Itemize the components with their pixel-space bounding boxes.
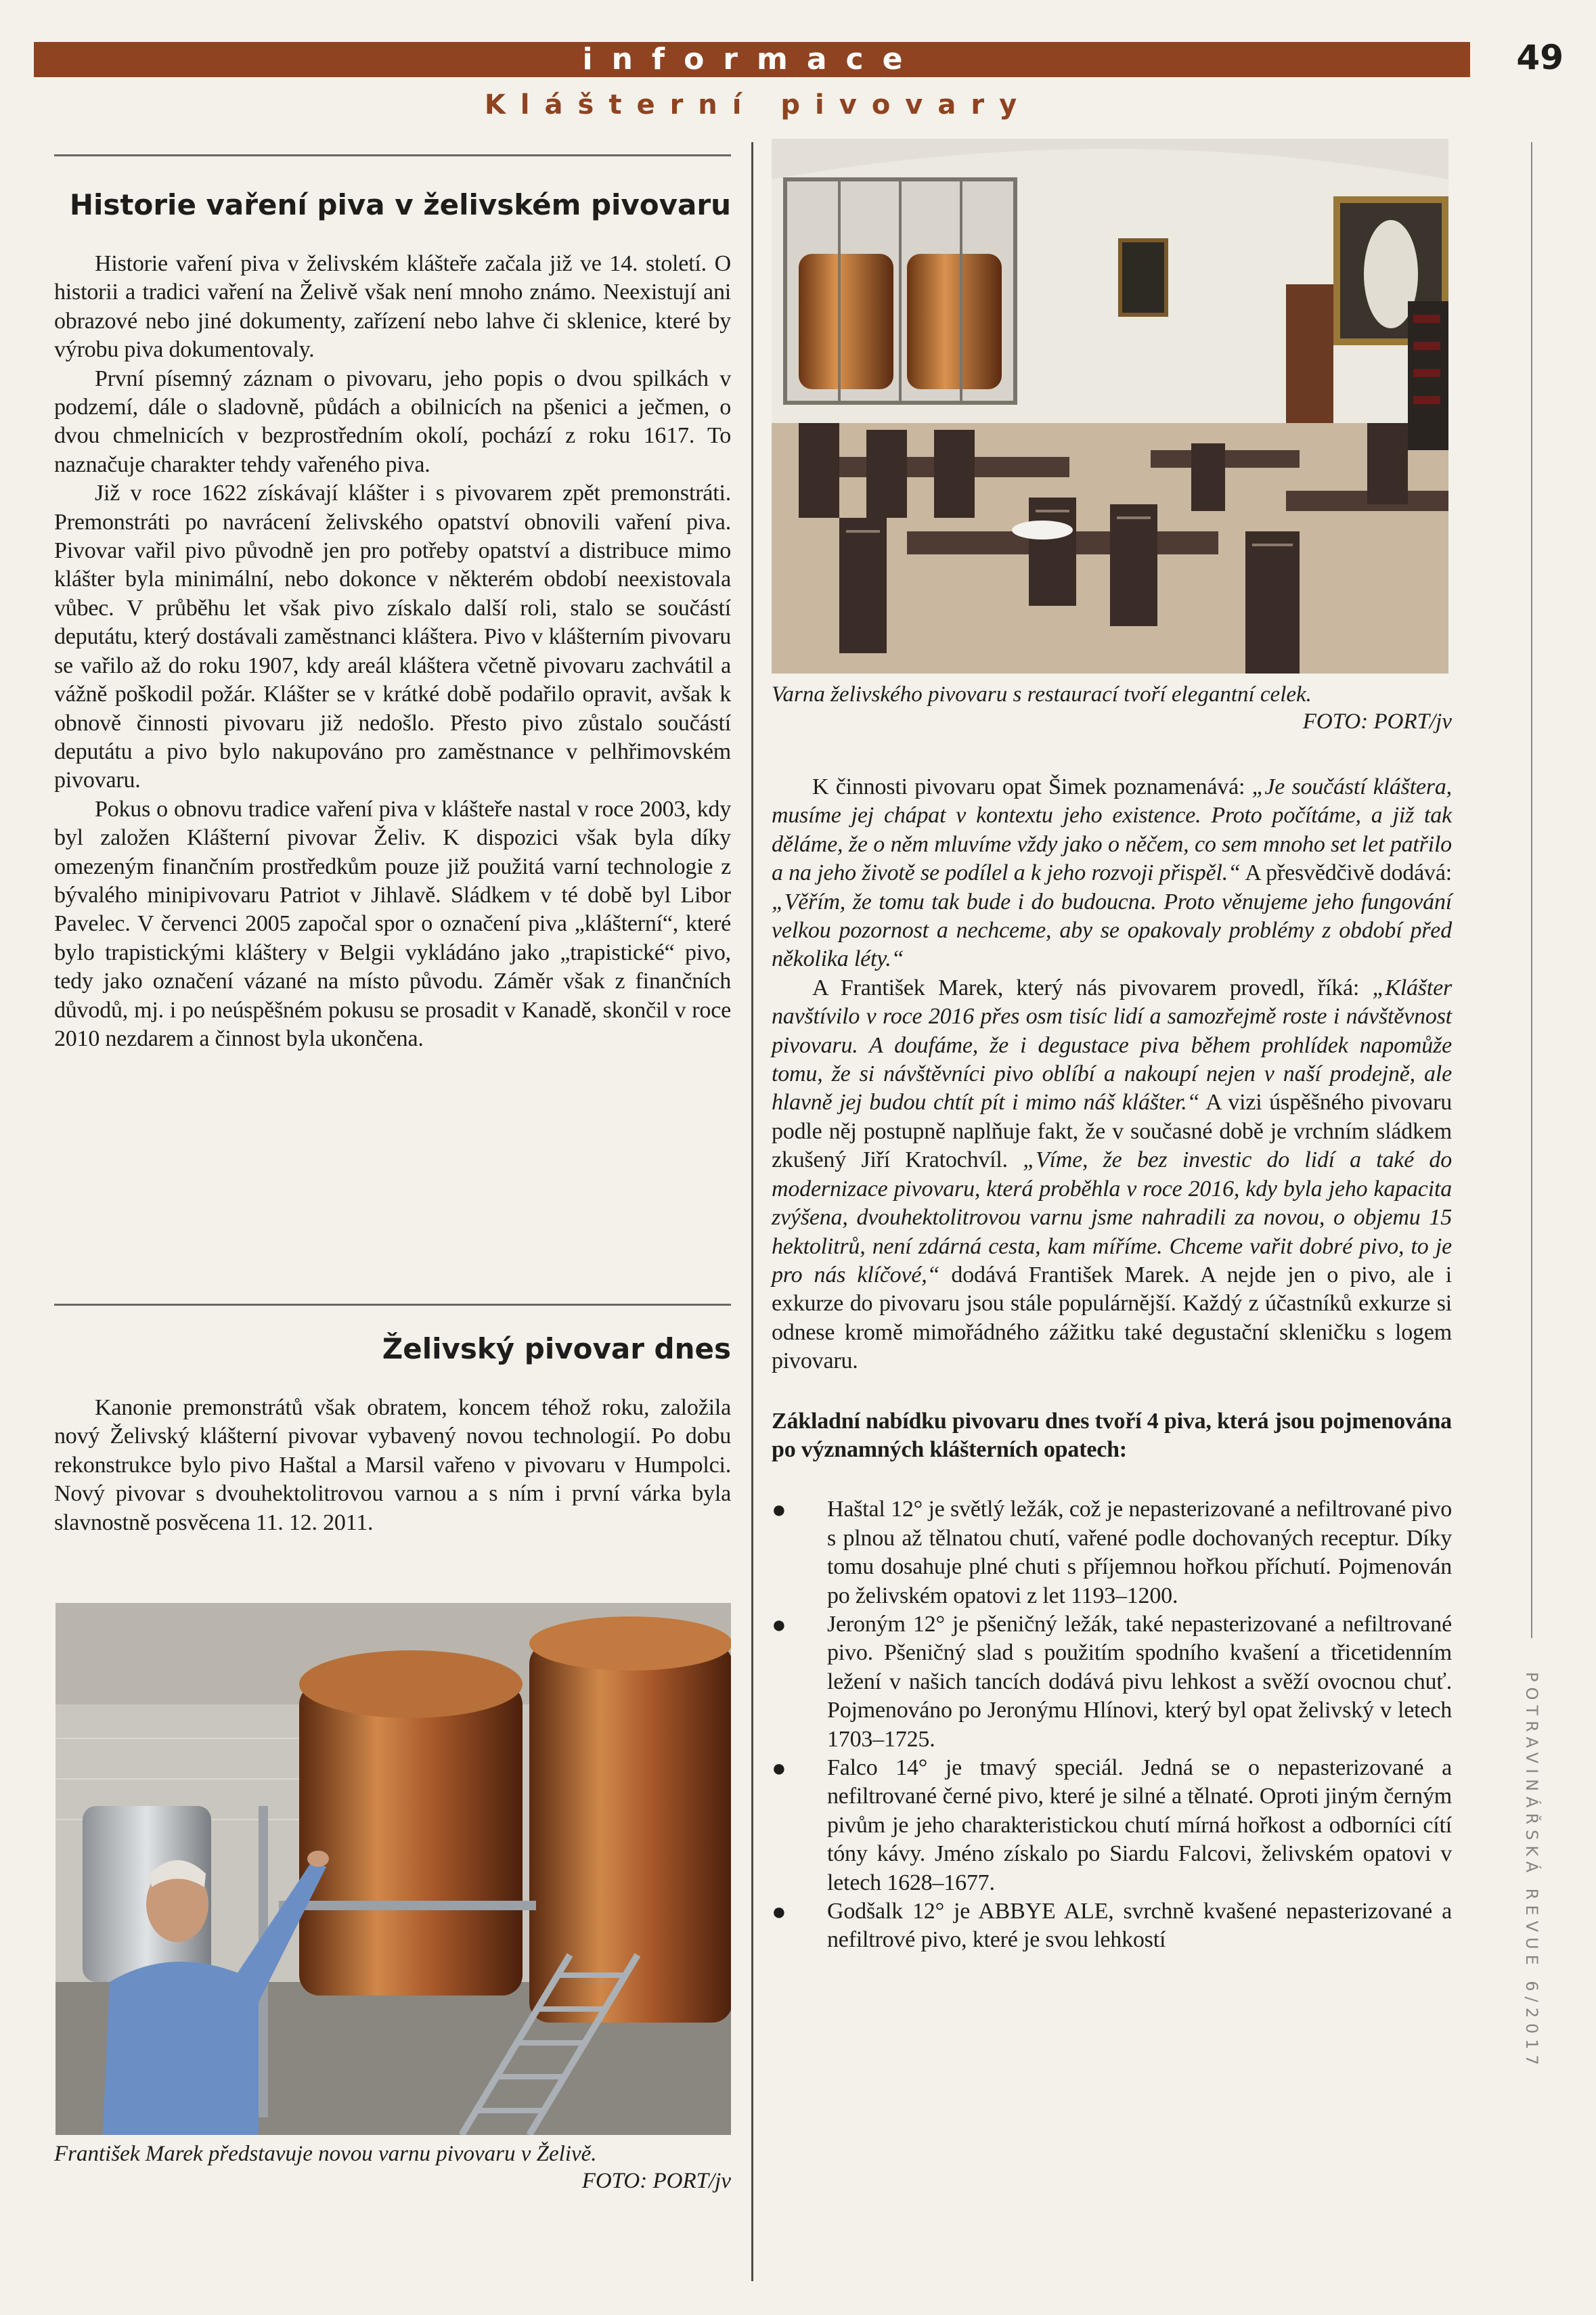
history-heading: Historie vaření piva v želivském pivovaru — [69, 188, 731, 221]
beer-item: ● Jeroným 12° je pšeničný ležák, také nepasterizované a nefiltrované pivo. Pšeničný slad s použitím spodního kvašení a třicetidenním ležení v našich tancích dodává pivu lehkost a svěží ovocnou chuť. Pojmenováno po Jeronýmu Hlínovi, který byl opat želivský v letech 1703–1725. — [772, 1610, 1452, 1752]
today-paragraph: Kanonie premonstrátů však obratem, koncem téhož roku, založila nový Želivský klášterní pivovar vybavený novou technologií. Po dobu rekonstrukce bylo pivo Haštal a Marsil vařeno v pivovaru v Humpolci. Nový pivovar s dvouhektolitrovou varnou a s ním i první várka byla slavnostně posvěcena 11. 12. 2011. — [54, 1395, 731, 1535]
photo-caption: Varna želivského pivovaru s restaurací tvoří elegantní celek. — [772, 682, 1312, 707]
photo-credit: FOTO: PORT/jv — [581, 2169, 731, 2193]
history-paragraph: Již v roce 1622 získávají klášter i s pivovarem zpět premonstráti. Premonstráti po navrácení želivského opatství obnovili vaření piva. Pivovar vařil pivo původně jen pro potřeby opatství a distribuce mimo klášter byla minimální, nebo dokonce v některém období neexistovala vůbec. V průběhu let však pivo získalo další roli, stalo se součástí deputátu, který dostávali zaměstnanci kláštera. Pivo v klášterním pivovaru se vařilo až do roku 1907, kdy areál kláštera včetně pivovaru zachvátil a vážně poškodil požár. Klášter se v krátké době podařilo opravit, avšak k obnově činnosti pivovaru již nedošlo. Přesto pivo zůstalo součástí deputátu a pivo bylo nakupováno pro zaměstnance v pelhřimovském pivovaru. — [54, 481, 731, 793]
section-header-bar — [34, 42, 1470, 77]
page-number: 49 — [1516, 38, 1564, 77]
today-heading: Želivský pivovar dnes — [382, 1332, 731, 1365]
bullet-icon: ● — [772, 1755, 786, 1782]
photo-caption: František Marek představuje novou varnu pivovaru v Želivě. — [54, 2142, 597, 2166]
beer-list — [772, 1495, 1452, 1955]
photo-credit: FOTO: PORT/jv — [1302, 709, 1452, 734]
brewhouse-caption-block — [54, 2140, 731, 2195]
bullet-icon: ● — [772, 1610, 786, 1638]
offer-lead-block — [772, 1407, 1452, 1465]
section-divider-rule — [54, 1304, 731, 1306]
top-rule-left — [54, 154, 731, 156]
marek-paragraph: A František Marek, který nás pivovarem provedl, říká: „Klášter navštívilo v roce 2016 přes osm tisíc lidí a samozřejmě roste i návštěvnost pivovaru. A doufáme, že i degustace piva během prohlídek napomůže tomu, že si návštěvníci pivo oblíbí a nakoupí nejen v naší prodejně, ale hlavně jej budou chtít pít i mimo náš klášter.“ A vizi úspěšného pivovaru podle něj postupně naplňuje fakt, že v současné době je vrchním sládkem zkušený Jiří Kratochvíl. „Víme, že bez investic do lidí a také do modernizace pivovaru, která proběhla v roce 2016, kdy byla jeho kapacita zvýšena, dvouhektolitrovou varnu jsme nahradili za novou, o objemu 15 hektolitrů, není zdárná cesta, kam míříme. Chceme vařit dobré pivo, to je pro nás klíčové,“ dodává František Marek. A nejde jen o pivo, ale i exkurze do pivovaru jsou stále populárnější. Každý z účastníků exkurze si odnese kromě mimořádného zážitku také degustační skleničku s logem pivovaru. — [772, 975, 1452, 1374]
restaurant-photo — [772, 139, 1448, 674]
restaurant-caption-block — [772, 681, 1452, 735]
beer-item: ● Falco 14° je tmavý speciál. Jedná se o nepasterizované a nefiltrované černé pivo, které je silné a tělnaté. Oproti jiným černým pivům je jeho charakteristickou chutí mírná hořkost a odborníci cítí tóny kávy. Jméno získalo po Siardu Falcovi, želivském opatovi v letech 1628–1677. — [772, 1755, 1452, 1895]
beer-item: ● Godšalk 12° je ABBYE ALE, svrchně kvašené nepasterizované a nefiltrové pivo, které je svou lehkostí — [772, 1898, 1452, 1953]
article-continuation — [772, 773, 1452, 1955]
bullet-icon: ● — [772, 1496, 786, 1524]
history-section — [54, 188, 731, 1053]
margin-rule — [1531, 142, 1532, 1638]
history-paragraph: Pokus o obnovu tradice vaření piva v klášteře nastal v roce 2003, kdy byl založen Klášterní pivovar Želiv. K dispozici však byla díky omezeným finančním prostředkům pouze již použitá varní technologie z bývalého minipivovaru Patriot v Jihlavě. Sládkem v té době byl Libor Pavelec. V červenci 2005 započal spor o označení piva „klášterní“, které bylo trapistickými kláštery v Belgii vykládáno jako „trapistické“ pivo, tedy jako označení vázané na místo původu. Záměr však z finančních důvodů, mj. i po neúspěšném pokusu se prosadit v Kanadě, skončil v roce 2010 nezdarem a činnost byla ukončena. — [54, 796, 731, 1051]
history-paragraph: Historie vaření piva v želivském klášteře začala již ve 14. století. O historii a tradici vaření na Želivě však není mnoho známo. Neexistují ani obrazové nebo jiné dokumenty, zařízení nebo lahve či sklenice, které by výrobu piva dokumentovaly. — [54, 251, 731, 363]
simek-paragraph: K činnosti pivovaru opat Šimek poznamenává: „Je součástí kláštera, musíme jej chápat v kontextu jeho existence. Proto počítáme, a již tak děláme, že o něm mluvíme vždy jako o něčem, co sem mnoho set let patřilo a na jeho životě se podílel a k jeho rozvoji přispěl.“ A přesvědčivě dodává: „Věřím, že tomu tak bude i do budoucna. Proto věnujeme jeho fungování velkou pozornost a nechceme, aby se opakovaly problémy z období před několika léty.“ — [772, 774, 1452, 972]
section-label: informace — [582, 42, 922, 76]
journal-name-vertical: POTRAVINÁŘSKÁ REVUE 6/2017 — [1522, 1672, 1541, 2071]
brewhouse-photo — [56, 1603, 731, 2135]
column-divider — [751, 142, 753, 2281]
history-paragraph: První písemný záznam o pivovaru, jeho popis o dvou spilkách v podzemí, dále o sladovně, půdách a obilnicích na pšenici a ječmen, o dvou chmelnicích v bezprostředním okolí, pochází z roku 1617. To naznačuje charakter tehdy vařeného piva. — [54, 366, 731, 477]
today-section — [54, 1332, 731, 1537]
bullet-icon: ● — [772, 1898, 786, 1926]
beer-item: ● Haštal 12° je světlý ležák, což je nepasterizované a nefiltrované pivo s plnou až tělnatou chutí, vařené podle dochovaných receptur. Díky tomu dosahuje plné chuti s příjemnou hořkou příchutí. Pojmenován po želivském opatovi z let 1193–1200. — [772, 1496, 1452, 1608]
offer-lead: Základní nabídku pivovaru dnes tvoří 4 piva, která jsou pojmenována po významných klášterních opatech: — [772, 1408, 1452, 1462]
section-subtitle: Klášterní pivovary — [484, 89, 1032, 120]
